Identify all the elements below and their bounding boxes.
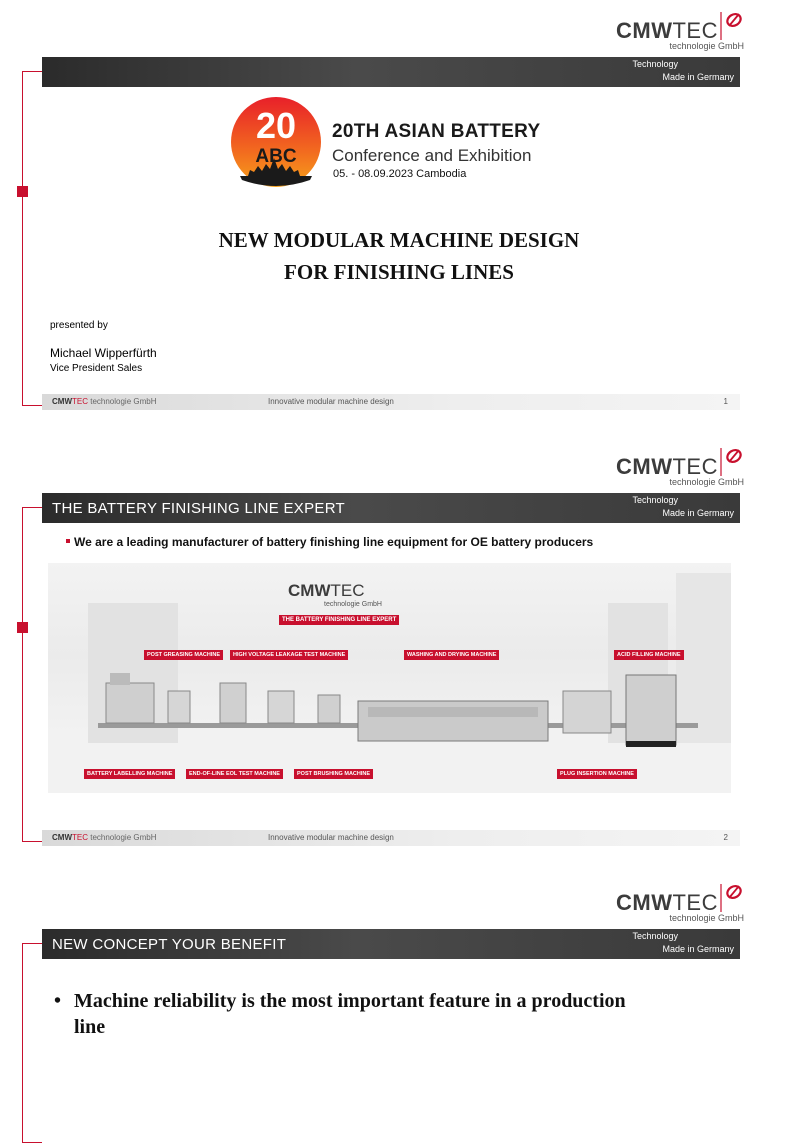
svg-text:ABC: ABC xyxy=(255,146,297,167)
presentation-title: NEW MODULAR MACHINE DESIGN FOR FINISHING LINES xyxy=(218,228,580,284)
presenter-role: Vice President Sales xyxy=(50,363,143,374)
conference-subtitle: Conference and Exhibition xyxy=(332,146,532,165)
page-number: 2 xyxy=(723,833,728,842)
label-battery-labelling: BATTERY LABELLING MACHINE xyxy=(84,769,175,779)
slide-title: THE BATTERY FINISHING LINE EXPERT xyxy=(52,500,346,517)
slide-3 xyxy=(0,872,768,1038)
page-number: 1 xyxy=(723,397,728,406)
label-washing-drying: WASHING AND DRYING MACHINE xyxy=(404,650,499,660)
label-eol-test: END-OF-LINE EOL TEST MACHINE xyxy=(186,769,283,779)
cmwtec-logo-mark-icon xyxy=(718,10,744,40)
cmwtec-logo-mark-icon xyxy=(718,882,744,912)
cmwtec-logo: CMWTEC technologie GmbH xyxy=(594,444,744,488)
image-banner: THE BATTERY FINISHING LINE EXPERT xyxy=(279,615,399,625)
conference-date: 05. - 08.09.2023 Cambodia xyxy=(333,168,467,180)
image-cmwtec-logo: CMWTEC technologie GmbH xyxy=(288,581,382,608)
cmwtec-logo: CMWTEC technologie GmbH xyxy=(594,8,744,52)
slide-2 xyxy=(0,436,768,872)
abc-conference-logo xyxy=(230,96,322,188)
bullet-point: • Machine reliability is the most important feature in a production line xyxy=(56,988,736,1040)
label-high-voltage: HIGH VOLTAGE LEAKAGE TEST MACHINE xyxy=(230,650,348,660)
header-bar: Technology Made in Germany xyxy=(42,57,740,87)
slide-footer: CMWTEC technologie GmbH Innovative modular machine design 2 xyxy=(42,830,740,846)
label-plug-insertion: PLUG INSERTION MACHINE xyxy=(557,769,637,779)
cmwtec-logo-mark-icon xyxy=(718,446,744,476)
header-bar: THE BATTERY FINISHING LINE EXPERT Technology Made in Germany xyxy=(42,493,740,523)
red-bracket xyxy=(22,507,42,842)
slide-1 xyxy=(0,0,768,436)
presented-by-label: presented by xyxy=(50,320,108,331)
slide-title: NEW CONCEPT YOUR BENEFIT xyxy=(52,936,287,953)
svg-text:20: 20 xyxy=(255,105,297,146)
label-post-greasing: POST GREASING MACHINE xyxy=(144,650,223,660)
red-bracket xyxy=(22,943,42,1143)
bullet-point: We are a leading manufacturer of battery finishing line equipment for OE battery producers xyxy=(74,535,594,549)
slide-footer: CMWTEC technologie GmbH Innovative modular machine design 1 xyxy=(42,394,740,410)
header-bar: NEW CONCEPT YOUR BENEFIT Technology Made in Germany xyxy=(42,929,740,959)
presenter-name: Michael Wipperfürth xyxy=(50,346,157,360)
cmwtec-logo: CMWTEC technologie GmbH xyxy=(594,880,744,924)
conference-title: 20TH ASIAN BATTERY xyxy=(332,121,541,142)
finishing-line-image xyxy=(48,563,731,793)
label-acid-filling: ACID FILLING MACHINE xyxy=(614,650,684,660)
label-post-brushing: POST BRUSHING MACHINE xyxy=(294,769,373,779)
